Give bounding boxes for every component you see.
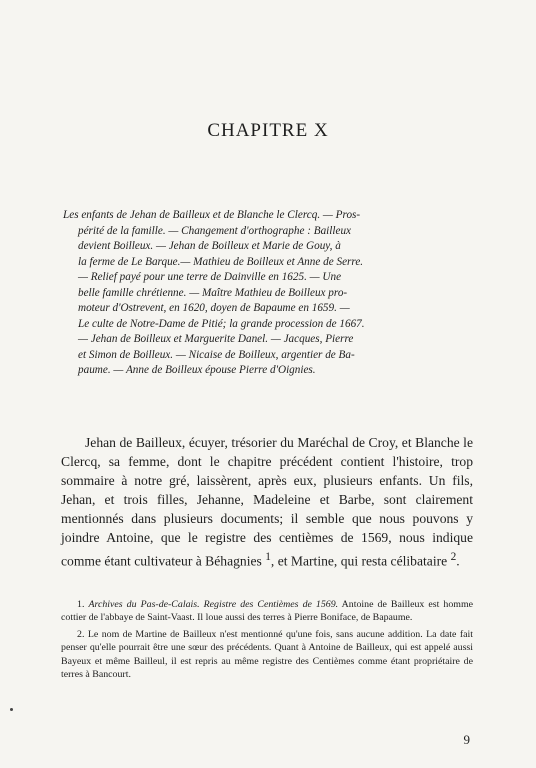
page-number: 9	[463, 732, 470, 747]
summary-line: moteur d'Ostrevent, en 1620, doyen de Bapaume en 1659. —	[78, 302, 350, 314]
summary-line: — Jehan de Boilleux et Marguerite Danel. — Jacques, Pierre	[78, 333, 354, 345]
chapter-title: CHAPITRE X	[207, 120, 329, 141]
summary-line: paume. — Anne de Boilleux épouse Pierre d'Oignies.	[78, 364, 316, 376]
summary-line: la ferme de Le Barque.— Mathieu de Boilleux et Anne de Serre.	[78, 255, 364, 268]
summary-line: — Relief payé pour une terre de Dainville en 1625. — Une	[78, 271, 342, 283]
footnote-text: Le nom de Martine de Bailleux n'est mentionné qu'une fois, sans aucune addition. La date fait penser qu'elle pourrait être une sœur des précédents. Quant à Antoine de Bailleux, qui est appelé aussi Bayeux et même Bailleul, il est repris au même registre des Centièmes comme étant propriétaire de terres à Bancourt.	[61, 628, 474, 681]
summary-line: belle famille chrétienne. — Maître Mathieu de Boilleux pro-	[78, 286, 348, 299]
paragraph-text: Jehan de Bailleux, écuyer, trésorier du Maréchal de Croy, et Blanche le Clercq, sa femme, dont le chapitre précédent contient l'histoire, trop sommaire à notre gré, laissèrent, après eux, plusieurs enfants. Un fils, Jehan, et trois filles, Jehanne, Madeleine et Barbe, sont clairement mentionnés dans plusieurs documents; il semble que nous pouvons y joindre Antoine, que le registre des centièmes de 1569, nous indique comme étant cultivateur à Béhagnies	[61, 435, 473, 569]
footnote-number: 1.	[77, 599, 85, 610]
footnote-source: Archives du Pas-de-Calais. Registre des Centièmes de 1569.	[88, 599, 339, 610]
footnote-number: 2.	[77, 628, 85, 640]
footnote	[61, 628, 473, 682]
summary-line: périté de la famille. — Changement d'orthographe : Bailleux	[78, 224, 352, 237]
footnotes	[61, 598, 473, 684]
paragraph-text: .	[456, 553, 460, 569]
footnote	[61, 598, 473, 625]
paragraph-text: , et Martine, qui resta célibataire	[270, 553, 448, 569]
footnote-text: Antoine de Bailleux est homme cottier de l'abbaye de Saint-Vaast. Il loue aussi des terres à Pierre Boniface, de Bapaume.	[61, 599, 474, 624]
body-paragraph	[61, 433, 473, 570]
summary-line: Le culte de Notre-Dame de Pitié; la grande procession de 1667.	[78, 317, 365, 330]
footnote-ref: 1	[265, 550, 271, 563]
footnote-ref: 2	[450, 550, 457, 563]
summary-line: Les enfants de Jehan de Bailleux et de Blanche le Clercq. — Pros-	[63, 209, 361, 221]
body-text	[61, 433, 473, 570]
summary-line: devient Boilleux. — Jehan de Boilleux et Marie de Gouy, à	[78, 240, 341, 252]
summary-line: et Simon de Boilleux. — Nicaise de Boilleux, argentier de Ba-	[78, 348, 355, 361]
paper-speck	[10, 708, 13, 711]
chapter-summary	[63, 208, 463, 379]
